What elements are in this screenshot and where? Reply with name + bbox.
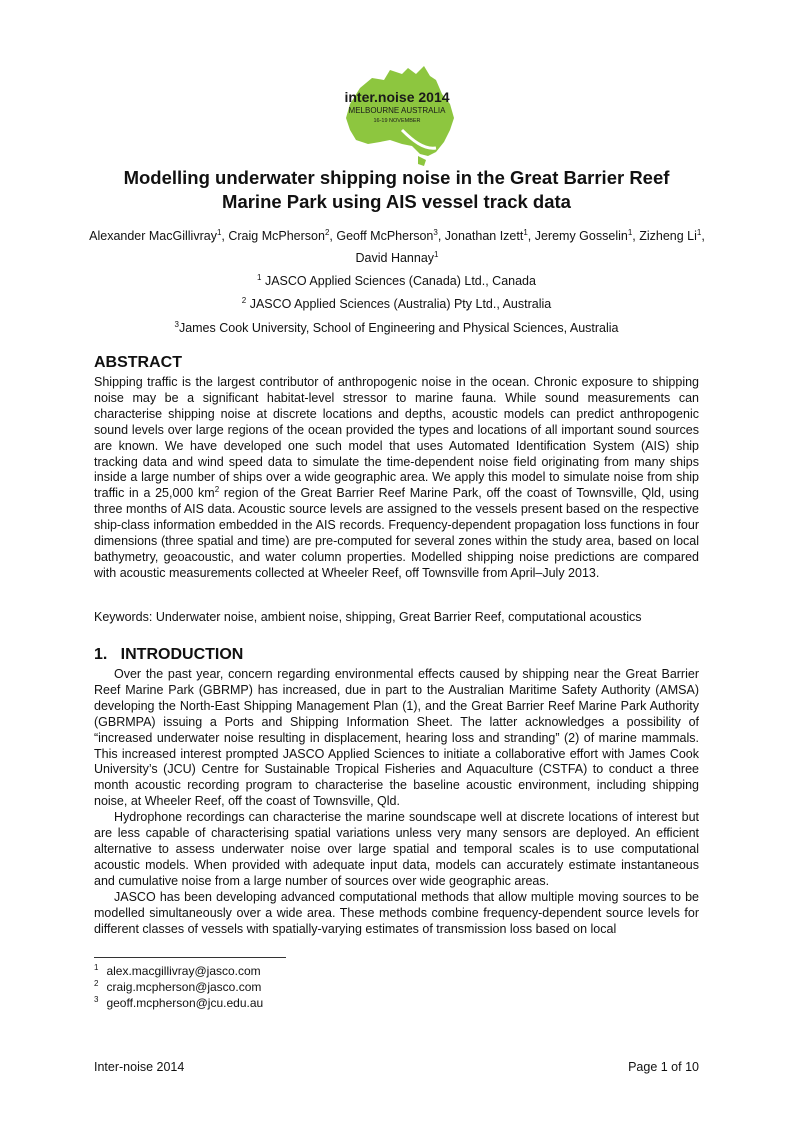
title-line-1: Modelling underwater shipping noise in the Great Barrier Reef	[123, 167, 670, 188]
conference-logo	[332, 60, 462, 170]
paragraph: Hydrophone recordings can characterise the marine soundscape well at discrete locations of interest but are less capable of characterising spatial variations unless very many sensors are deployed. An efficient alternative to assess underwater noise over large spatial and temporal scales is to use computational acoustic models. When provided with adequate input data, models can accurately estimate instantaneous and cumulative noise from a large number of sources over wide geographic areas.	[94, 810, 699, 888]
footer-page-number: Page 1 of 10	[628, 1060, 699, 1074]
author: Jonathan Izett$^1$,	[444, 227, 535, 243]
author: Zizheng Li$^1$,	[639, 227, 705, 243]
introduction-heading: 1. INTRODUCTION	[94, 646, 244, 663]
affiliation-2: $^2$ JASCO Applied Sciences (Australia) Pty Ltd., Australia	[241, 295, 552, 311]
footnote: $^2$ craig.mcpherson@jasco.com	[94, 979, 262, 994]
footer-conference: Inter-noise 2014	[94, 1060, 185, 1074]
keywords: Keywords: Underwater noise, ambient noise, shipping, Great Barrier Reef, computational acoustics	[94, 610, 642, 624]
paper-title	[60, 166, 733, 214]
paragraph: JASCO has been developing advanced computational methods that allow multiple moving sources to be modelled simultaneously over a wide area. These methods combine frequency-dependent source levels for different classes of vessels with spatially-varying estimates of transmission loss based on local	[94, 889, 699, 936]
author: Geoff McPherson$^3$,	[336, 227, 445, 243]
footnotes	[94, 963, 263, 1011]
logo-dates-text: 16-19 NOVEMBER	[373, 118, 421, 124]
title-line-2: Marine Park using AIS vessel track data	[222, 191, 571, 212]
abstract-body: Shipping traffic is the largest contributor of anthropogenic noise in the ocean. Chronic exposure to shipping noise may be a significant habitat-level stressor to marine fauna. While sound measurements can characterise shipping noise at discrete locations and depths, acoustic models can predict anthropogenic sound levels over large regions of the ocean provided the types and locations of all important sound sources are known. We have developed one such model that uses Automated Identification System (AIS) ship tracking data and wind speed data to simulate the time-dependent noise field originating from many ships inside a large number of ships over a wide geographic area. We apply this model to simulate noise from ship traffic in a 25,000 $km^2$ region of the Great Barrier Reef Marine Park, off the coast of Townsville, Qld, using three months of AIS data. Acoustic source levels are assigned to the vessels present based on the respective ship-class information embedded in the AIS records. Frequency-dependent propagation loss functions in four dimensions (three spatial and time) are pre-computed for several zones within the study area, based on local bathymetry, geoacoustic, and water column properties. Modelled shipping noise predictions are compared with acoustic measurements collected at Wheeler Reef, off Townsville from April–July 2013.	[94, 375, 699, 580]
footnote: $^1$ alex.macgillivray@jasco.com	[94, 963, 261, 978]
author-list	[72, 225, 722, 269]
author: David Hannay$^1$	[355, 249, 439, 265]
affiliation-3: $^3$James Cook University, School of Engineering and Physical Sciences, Australia	[174, 319, 619, 335]
paragraph: Over the past year, concern regarding environmental effects caused by shipping near the Great Barrier Reef Marine Park (GBRMP) has increased, due in part to the Australian Maritime Safety Authority (AMSA) developing the North-East Shipping Management Plan (1), and the Great Barrier Reef Marine Park Authority (GBRMPA) issuing a Ports and Shipping Information Sheet. The latter acknowledges a possibility of “increased underwater noise resulting in displacement, hearing loss and stranding” (2) of marine mammals. This increased interest prompted JASCO Applied Sciences to initiate a collaborative effort with James Cook University’s (JCU) Centre for Sustainable Tropical Fisheries and Aquaculture (CSTFA) to conduct a three month acoustic recording program to characterise the baseline acoustic environment, including shipping noise, at Wheeler Reef, off the coast of Townsville, Qld.	[94, 667, 699, 809]
author: Jeremy Gosselin$^1$,	[534, 227, 640, 243]
logo-city-text: MELBOURNE AUSTRALIA	[348, 106, 446, 115]
author: Alexander MacGillivray$^1$,	[89, 227, 229, 243]
author: Craig McPherson$^2$,	[228, 227, 337, 243]
affiliation-1: $^1$ JASCO Applied Sciences (Canada) Ltd., Canada	[257, 272, 536, 288]
introduction-body	[94, 667, 699, 937]
footnote: $^3$ geoff.mcpherson@jcu.edu.au	[94, 995, 264, 1010]
tasmania-shape	[418, 156, 426, 166]
footnote-divider	[94, 957, 286, 958]
abstract-heading: ABSTRACT	[94, 354, 182, 371]
australia-map-icon	[332, 60, 462, 170]
logo-event-text: inter.noise 2014	[344, 89, 450, 105]
